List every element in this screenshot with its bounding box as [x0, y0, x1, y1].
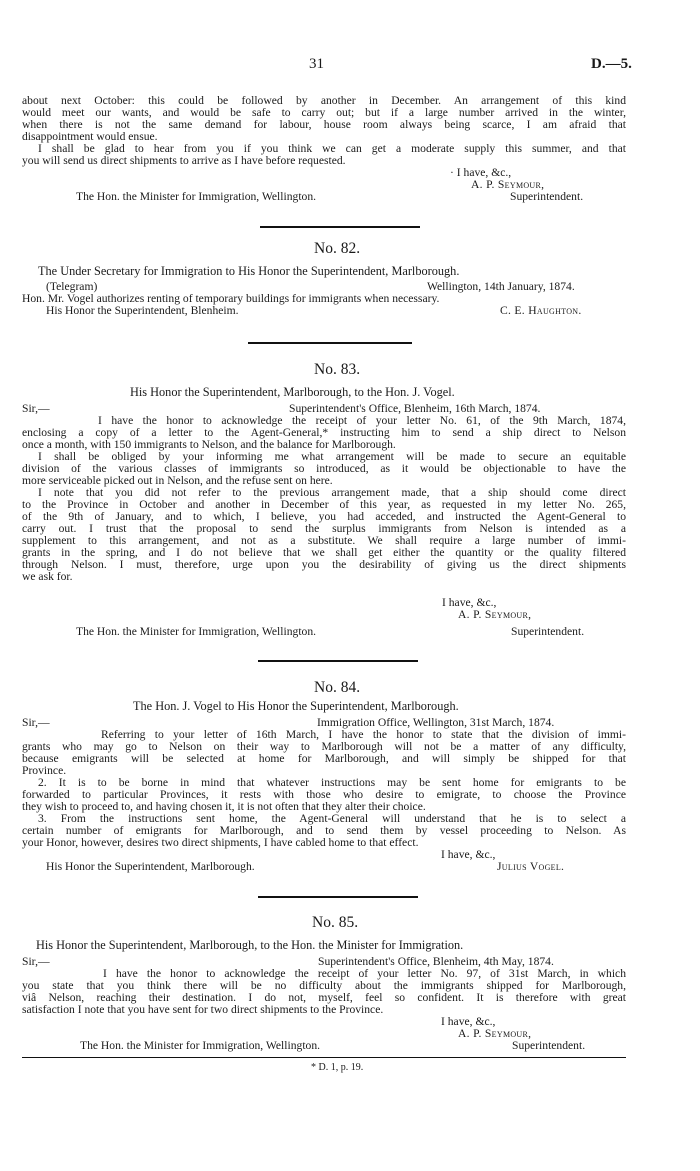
text-line: supplement to this arrangement, and not as a substitute. We shall require a large number of immi-: [22, 534, 626, 547]
text-line: I note that you did not refer to the previous arrangement made, that a ship should come direct: [38, 486, 626, 499]
text-line: your Honor, however, desires two direct shipments, I have cabled home to that effect.: [22, 836, 419, 849]
text-line: I have the honor to acknowledge the receipt of your letter No. 97, of 31st March, in which: [103, 967, 626, 980]
place-date: Wellington, 14th January, 1874.: [427, 280, 575, 293]
addressee: The Hon. the Minister for Immigration, Wellington.: [80, 1039, 321, 1052]
closing: · I have, &c.,: [450, 166, 512, 179]
place-date: Superintendent's Office, Blenheim, 4th May, 1874.: [318, 955, 554, 968]
letter-heading: His Honor the Superintendent, Marlborough, to the Hon. the Minister for Immigration.: [36, 938, 464, 952]
text-line: I shall be obliged by your informing me what arrangement will be made to secure an equitable: [38, 450, 626, 463]
text-line: because emigrants will be selected at home for Marlborough, and will simply be shipped for that: [22, 752, 626, 765]
text-line: forwarded to particular Provinces, it rests with those who desire to emigrate, to choose the Province: [22, 788, 626, 801]
letter-number: No. 82.: [314, 240, 361, 257]
salutation: Sir,—: [22, 955, 50, 968]
place-date: Immigration Office, Wellington, 31st March, 1874.: [317, 716, 555, 729]
addressee: His Honor the Superintendent, Blenheim.: [46, 304, 239, 317]
addressee: His Honor the Superintendent, Marlborough.: [46, 860, 255, 873]
document-reference: D.—5.: [591, 56, 632, 72]
signature-title: Superintendent.: [512, 1039, 586, 1052]
text-line: 3. From the instructions sent home, the Agent-General will understand that he is to select a: [38, 812, 626, 825]
text-line: 2. It is to be borne in mind that whatever instructions may be sent home for emigrants to be: [38, 776, 626, 789]
signature: Julius Vogel.: [497, 860, 565, 873]
text-line: when there is not the same demand for labour, house room always being scarce, I am afraid that: [22, 118, 626, 131]
section-divider: [258, 896, 418, 898]
text-line: you will send us direct shipments to arrive as I have before requested.: [22, 154, 346, 167]
text-line: you state that you think there will be no difficulty about the immigrants shipped for Marlborough,: [22, 979, 626, 992]
text-line: enclosing a copy of a letter to the Agent-General,* instructing him to send a ship direct to Nelson: [22, 426, 626, 439]
text-line: would meet our wants, and would be safe to carry out; but if a large number arrived in the winter,: [22, 106, 626, 119]
text-line: certain number of emigrants for Marlborough, and to send them by vessel proceeding to Nelson. As: [22, 824, 626, 837]
text-line: I shall be glad to hear from you if you think we can get a moderate supply this summer, and that: [38, 142, 626, 155]
text-line: disappointment would ensue.: [22, 130, 158, 143]
footnote-rule: [22, 1057, 626, 1058]
text-line: carry out. I trust that the proposal to send the surplus immigrants from Nelson is intended as a: [22, 522, 626, 535]
signature-title: Superintendent.: [510, 190, 584, 203]
place-date: Superintendent's Office, Blenheim, 16th March, 1874.: [289, 402, 541, 415]
salutation: Sir,—: [22, 716, 50, 729]
text-line: about next October: this could be followed by another in December. An arrangement of this kind: [22, 94, 626, 107]
text-line: more serviceable picked out in Nelson, and the refuse sent on here.: [22, 474, 333, 487]
text-line: division of the various classes of immigrants so introduced, as it would be objectionable to have the: [22, 462, 626, 475]
signature: C. E. Haughton.: [500, 304, 582, 317]
letter-heading: The Hon. J. Vogel to His Honor the Superintendent, Marlborough.: [133, 699, 459, 713]
text-line: through Nelson. I must, therefore, urge upon you the desirability of giving us the direct shipments: [22, 558, 626, 571]
footnote: * D. 1, p. 19.: [311, 1062, 364, 1073]
salutation: Sir,—: [22, 402, 50, 415]
letter-body: Hon. Mr. Vogel authorizes renting of temporary buildings for immigrants when necessary.: [22, 292, 440, 305]
addressee: The Hon. the Minister for Immigration, Wellington.: [76, 625, 317, 638]
text-line: they wish to proceed to, and having chosen it, it is not often that they alter their choice.: [22, 800, 426, 813]
signature-title: Superintendent.: [511, 625, 585, 638]
section-divider: [260, 226, 420, 228]
text-line: viâ Nelson, reaching their destination. I do not, myself, feel so confident. It is therefore with great: [22, 991, 626, 1004]
section-divider: [258, 660, 418, 662]
letter-number: No. 83.: [314, 361, 361, 378]
page-number: 31: [309, 56, 324, 72]
signature: A. P. Seymour,: [458, 608, 532, 621]
letter-heading: His Honor the Superintendent, Marlborough, to the Hon. J. Vogel.: [130, 385, 455, 399]
letter-number: No. 84.: [314, 679, 361, 696]
text-line: Referring to your letter of 16th March, I have the honor to state that the division of immi-: [101, 728, 626, 741]
closing: I have, &c.,: [442, 596, 497, 609]
signature: A. P. Seymour,: [471, 178, 545, 191]
closing: I have, &c.,: [441, 1015, 496, 1028]
closing: I have, &c.,: [441, 848, 496, 861]
letter-number: No. 85.: [312, 914, 359, 931]
text-line: I have the honor to acknowledge the receipt of your letter No. 61, of the 9th March, 1874,: [98, 414, 626, 427]
addressee: The Hon. the Minister for Immigration, Wellington.: [76, 190, 317, 203]
text-line: to the Province in October and another in December of this year, as requested in my letter No. 265,: [22, 498, 626, 511]
text-line: we ask for.: [22, 570, 73, 583]
text-line: grants in the spring, and I do not believe that we shall get either the quantity or the quality filtered: [22, 546, 626, 559]
letter-heading: The Under Secretary for Immigration to His Honor the Superintendent, Marlborough.: [38, 264, 460, 278]
section-divider: [248, 342, 412, 344]
text-line: grants who may go to Nelson on their way to Marlborough will not be a matter of any difficulty,: [22, 740, 626, 753]
signature: A. P. Seymour,: [458, 1027, 532, 1040]
telegram-label: (Telegram): [46, 280, 98, 293]
text-line: of the 9th of January, and to which, I believe, you had acceded, and instructed the Agent-General to: [22, 510, 626, 523]
text-line: satisfaction I note that you have sent for two direct shipments to the Province.: [22, 1003, 384, 1016]
text-line: Province.: [22, 764, 67, 777]
text-line: once a month, with 150 immigrants to Nelson, and the balance for Marlborough.: [22, 438, 396, 451]
